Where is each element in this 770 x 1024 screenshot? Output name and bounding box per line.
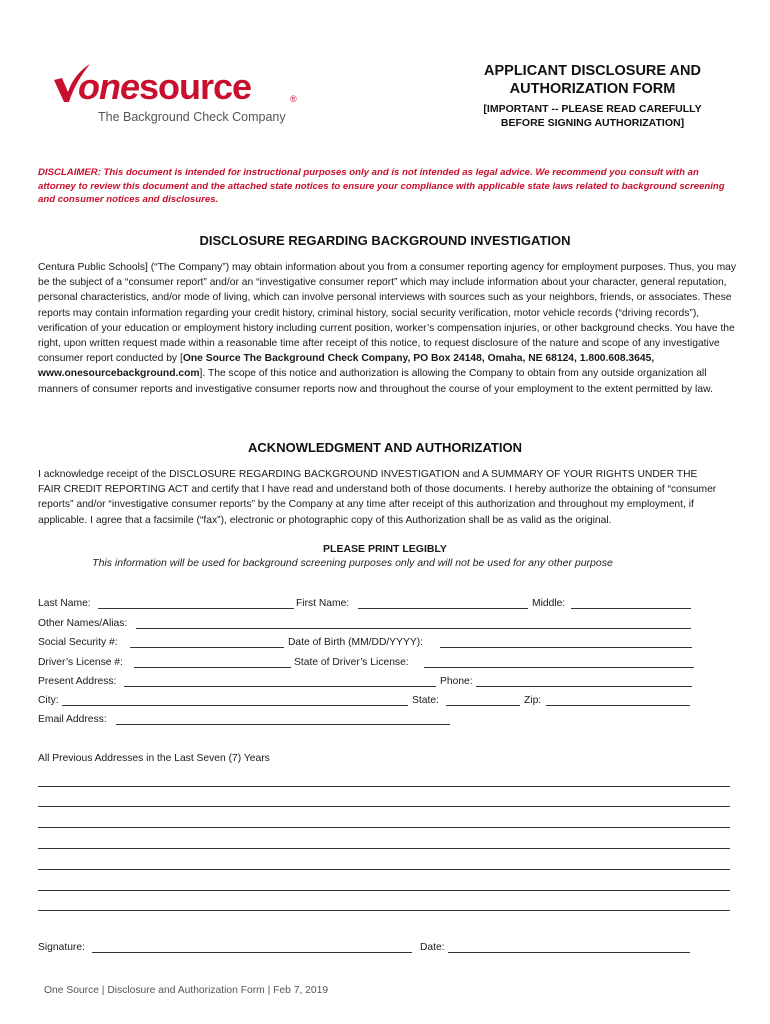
drivers-license-field[interactable] [134,667,291,668]
ssn-label: Social Security #: [38,637,118,648]
city-row [38,694,698,708]
ssn-row [38,636,698,650]
form-title: APPLICANT DISCLOSURE AND AUTHORIZATION FORM [484,63,701,97]
email-field[interactable] [116,724,450,725]
previous-address-line[interactable] [38,869,730,870]
zip-field[interactable] [546,705,690,706]
logo-wordmark: onesource [78,66,252,107]
print-note: This information will be used for background screening purposes only and will not be used for any other purpose [92,557,613,569]
email-row [38,713,698,727]
print-legibly-label: PLEASE PRINT LEGIBLY [323,543,447,555]
previous-address-line[interactable] [38,786,730,787]
last-name-label: Last Name: [38,598,91,609]
date-label: Date: [420,942,445,953]
previous-address-line[interactable] [38,890,730,891]
state-field[interactable] [446,705,520,706]
name-row [38,597,698,611]
date-field[interactable] [448,952,690,953]
registered-mark: ® [290,94,297,104]
other-names-field[interactable] [136,628,691,629]
present-address-field[interactable] [124,686,436,687]
acknowledgment-body: I acknowledge receipt of the DISCLOSURE REGARDING BACKGROUND INVESTIGATION and A SUMMARY OF YOUR RIGHTS UNDER THE FAIR CREDIT REPORTING ACT and certify that I have read and understand both of those documents. I hereby authorize the obtaining of “consumer reports” and/or “investigative consumer reports” by the Company at any time after receipt of this authorization and throughout my employment, if applicable. I agree that a facsimile (“fax”), electronic or photographic copy of this Authorization shall be as valid as the original. [38,469,717,526]
present-address-label: Present Address: [38,676,117,687]
ssn-field[interactable] [130,647,284,648]
previous-address-line[interactable] [38,827,730,828]
email-label: Email Address: [38,714,107,725]
disclaimer: DISCLAIMER: This document is intended for instructional purposes only and is not intended as legal advice. We recommend you consult with an attorney to review this document and the attached state notices to ensure your compliance with applicable state laws related to background screening and consumer notices and disclosures. [38,167,725,205]
drivers-license-label: Driver’s License #: [38,657,123,668]
onesource-logo [52,62,302,132]
middle-name-field[interactable] [571,608,691,609]
zip-label: Zip: [524,695,542,706]
phone-label: Phone: [440,676,473,687]
signature-label: Signature: [38,942,85,953]
state-label: State: [412,695,439,706]
alias-row [38,617,698,631]
first-name-label: First Name: [296,598,350,609]
dob-label: Date of Birth (MM/DD/YYYY): [288,637,424,648]
last-name-field[interactable] [98,608,294,609]
page-footer: One Source | Disclosure and Authorization Form | Feb 7, 2019 [44,985,329,996]
form-subtitle: [IMPORTANT -- PLEASE READ CAREFULLY BEFORE SIGNING AUTHORIZATION] [483,103,702,129]
dl-state-field[interactable] [424,667,694,668]
city-label: City: [38,695,59,706]
city-field[interactable] [62,705,408,706]
address-row [38,675,698,689]
logo-tagline: The Background Check Company [98,110,286,124]
dl-state-label: State of Driver’s License: [294,657,409,668]
previous-addresses-label: All Previous Addresses in the Last Seven (7) Years [38,753,270,764]
first-name-field[interactable] [358,608,528,609]
previous-address-line[interactable] [38,806,730,807]
disclosure-body: Centura Public Schools] (“The Company”) may obtain information about you from a consumer reporting agency for employment purposes. Thus, you may be the subject of a “consumer report” and/or an “investigative consumer report” which may include information about your character, general reputation, personal characteristics, and/or mode of living, which can involve personal interviews with sources such as your neighbors, friends, or associates. These reports may contain information regarding your credit history, criminal history, social security verification, motor vehicle records (“driving records”), verification of your education or employment history including current position, worker’s compensation injuries, or other background checks. You have the right, upon written request made within a reasonable time after receipt of this notice, to request disclosure of the nature and scope of any investigative consumer report conducted by [One Source The Background Check Company, PO Box 24148, Omaha, NE 68124, 1.800.608.3645, www.onesourcebackground.com]. The scope of this notice and authorization is allowing the Company to obtain from any outside organization all manners of consumer reports and investigative consumer reports now and throughout the course of your employment to the extent permitted by law. [38,262,737,395]
acknowledgment-heading: ACKNOWLEDGMENT AND AUTHORIZATION [248,440,522,455]
signature-row [38,941,698,955]
disclosure-heading: DISCLOSURE REGARDING BACKGROUND INVESTIGATION [199,233,571,248]
dob-field[interactable] [440,647,692,648]
middle-label: Middle: [532,598,566,609]
form-header [440,62,745,130]
previous-address-line[interactable] [38,848,730,849]
other-names-label: Other Names/Alias: [38,618,128,629]
drivers-license-row [38,656,698,670]
phone-field[interactable] [476,686,692,687]
signature-field[interactable] [92,952,412,953]
previous-address-line[interactable] [38,910,730,911]
